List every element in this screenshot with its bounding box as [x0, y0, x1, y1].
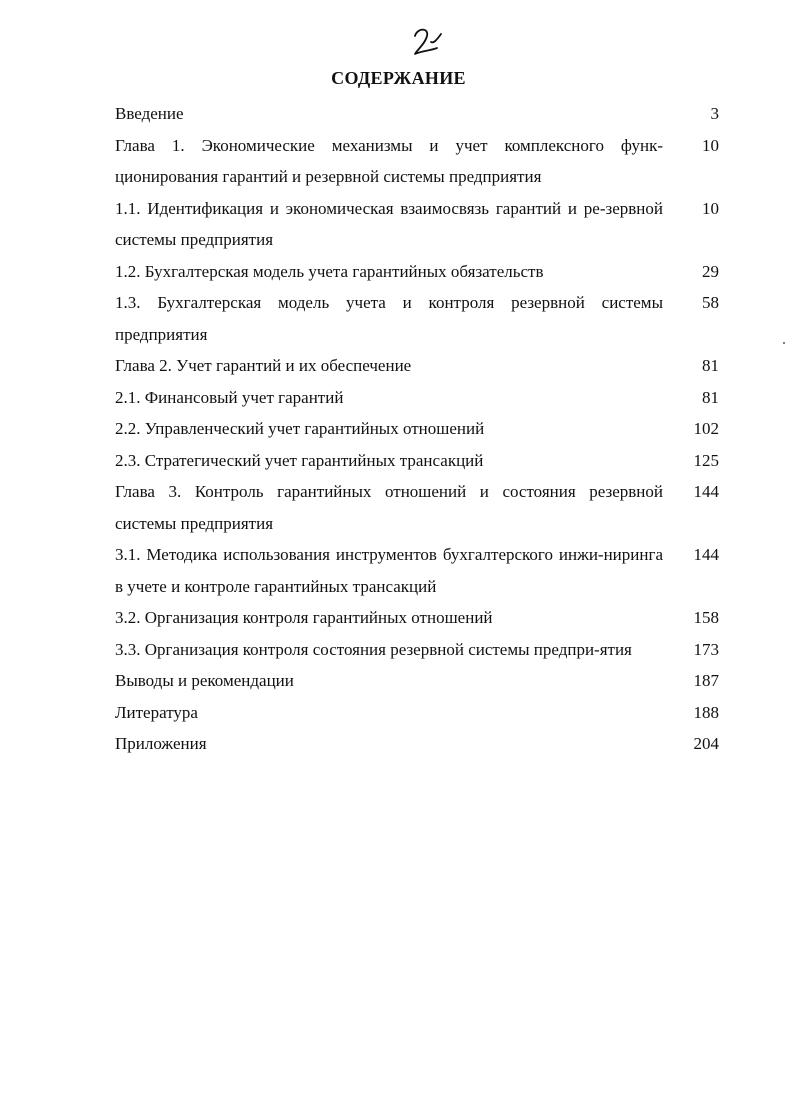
toc-entry-page: 10: [702, 135, 719, 155]
toc-entry-title: 2.3. Стратегический учет гарантийных трансакций: [115, 450, 484, 470]
toc-entry-page: 81: [702, 356, 719, 375]
toc-entry-page: 158: [693, 608, 719, 627]
toc-entry-title: Литература: [115, 702, 198, 722]
toc-entry[interactable]: [115, 382, 719, 414]
document-title: СОДЕРЖАНИЕ: [331, 68, 466, 88]
toc-entry-page: 188: [693, 702, 719, 722]
toc-entry[interactable]: [115, 287, 719, 350]
toc-entry-page: 3: [710, 104, 719, 123]
toc-entry-page: 102: [693, 419, 719, 438]
toc-entry-title: 3.2. Организация контроля гарантийных отношений: [115, 608, 493, 627]
toc-entry[interactable]: [115, 697, 719, 729]
toc-entry-page: 173: [693, 639, 719, 659]
toc-entry-title: 3.3. Организация контроля состояния резервной системы предпри-ятия: [115, 639, 632, 659]
toc-entry-page: 187: [693, 671, 719, 690]
toc-entry[interactable]: [115, 130, 719, 193]
toc-entry-page: 125: [693, 450, 719, 470]
toc-entry-page: 10: [702, 198, 719, 218]
toc-entry-title: 1.3. Бухгалтерская модель учета и контроля резервной системы предприятия: [115, 293, 663, 344]
toc-entry-title: Выводы и рекомендации: [115, 671, 294, 690]
toc-entry[interactable]: [115, 539, 719, 602]
toc-entry-title: 2.2. Управленческий учет гарантийных отношений: [115, 419, 485, 438]
toc-entry-page: 144: [693, 482, 719, 501]
toc-entry[interactable]: [115, 350, 719, 382]
toc-entry[interactable]: [115, 193, 719, 256]
toc-entry-page: 58: [702, 293, 719, 312]
toc-entry-title: 1.2. Бухгалтерская модель учета гарантийных обязательств: [115, 261, 544, 281]
toc-entry[interactable]: [115, 256, 719, 288]
toc-entry-page: 204: [693, 734, 719, 753]
toc-entry[interactable]: [115, 98, 719, 130]
toc-entry[interactable]: [115, 476, 719, 539]
toc-entry[interactable]: [115, 445, 719, 477]
scan-speck: [783, 342, 785, 344]
toc-entry[interactable]: [115, 413, 719, 445]
toc-entry-page: 81: [702, 387, 719, 407]
toc-entry-title: Введение: [115, 104, 184, 123]
toc-entry-title: 3.1. Методика использования инструментов бухгалтерского инжи-ниринга в учете и контроле гарантийных трансакций: [115, 545, 663, 596]
toc-entry-title: Приложения: [115, 734, 207, 753]
toc-entry[interactable]: [115, 634, 719, 666]
toc-entry-title: Глава 2. Учет гарантий и их обеспечение: [115, 356, 412, 375]
toc-entry[interactable]: [115, 728, 719, 760]
toc-entry-title: Глава 3. Контроль гарантийных отношений и состояния резервной системы предприятия: [115, 482, 663, 533]
toc-entry-title: 2.1. Финансовый учет гарантий: [115, 387, 344, 407]
toc-entry-title: Глава 1. Экономические механизмы и учет комплексного функ-ционирования гарантий и резервной системы предприятия: [115, 135, 663, 186]
toc-entry[interactable]: [115, 602, 719, 634]
toc-entry-page: 29: [702, 261, 719, 281]
toc-entry-page: 144: [693, 545, 719, 564]
toc-entry-title: 1.1. Идентификация и экономическая взаимосвязь гарантий и ре-зервной системы предприятия: [115, 198, 663, 249]
handwritten-page-number: [407, 24, 443, 60]
toc-entry[interactable]: [115, 665, 719, 697]
table-of-contents: [115, 98, 719, 760]
